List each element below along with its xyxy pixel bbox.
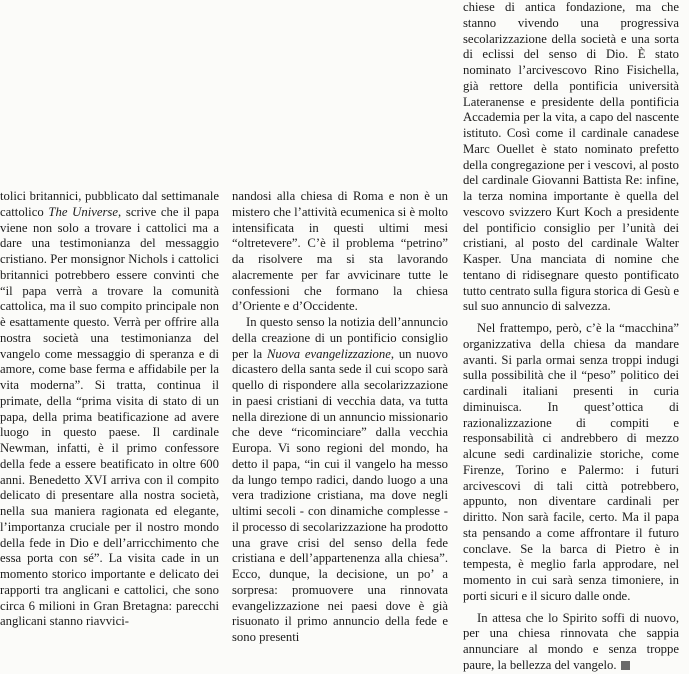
text-run: In attesa che lo Spirito soffi di nuovo, per una chiesa rinnovata che sappia annunciare al mondo e senza troppe paure, la bellezza del vangelo. bbox=[463, 610, 679, 672]
article-column-3 bbox=[463, 0, 679, 674]
text-run: Nel frattempo, però, c’è la “macchina” organizzativa della chiesa da mandare avanti. Si parla ormai senza troppi indugi sulla possibilità che il “peso” politico dei cardinali italiani presenti in curia diminuisca. In quest’ottica di razionalizzazione di compiti e responsabilità ci andrebbero di mezzo alcune sedi cardinalizie storiche, come Firenze, Torino e Palermo: i futuri arcivescovi di tali città potrebbero, appunto, non diventare cardinali per diritto. Non sarà facile, certo. Ma il papa sta pensando a come affrontare il futuro conclave. Se la barca di Pietro è in tempesta, è meglio farla approdare, nel momento in cui sarà senza timoniere, in porti sicuri e il sicuro dalle onde. bbox=[463, 321, 679, 603]
article-paragraph bbox=[0, 189, 219, 630]
article-paragraph bbox=[232, 189, 448, 315]
italic-title: Nuova evangelizzazione bbox=[266, 346, 391, 361]
article-paragraph bbox=[463, 0, 679, 315]
article-column-2 bbox=[232, 189, 448, 646]
text-run: tolici britannici, pubblicato dal settimanale cattolico bbox=[0, 189, 219, 219]
text-run: , un nuovo dicastero della santa sede il cui scopo sarà quello di rispondere alla secolarizzazione in paesi cristiani di vecchia data, va tutta nella direzione di un annuncio missionario che deve “ricominciare” dalla vecchia Europa. Vi sono regioni del mondo, ha detto il papa, “in cui il vangelo ha messo da lungo tempo radici, dando luogo a una vera tradizione cristiana, ma dove negli ultimi secoli - con dinamiche complesse - il processo di secolarizzazione ha prodotto una grave crisi del senso della fede cristiana e dell’appartenenza alla chiesa”. Ecco, dunque, la decisione, un po’ a sorpresa: promuovere una rinnovata evangelizzazione nei paesi dove è già risuonato il primo annuncio della fede e sono presenti bbox=[232, 346, 449, 644]
article-paragraph bbox=[463, 321, 679, 605]
article-paragraph bbox=[232, 315, 448, 646]
text-run: nandosi alla chiesa di Roma e non è un mistero che l’attività ecumenica si è molto intensificata in questi ultimi mesi “oltretevere”. C’è il problema “petrino” da risolvere ma si sta lavorando alacremente per far avvicinare tutte le confessioni che formano la chiesa d’Oriente e d’Occidente. bbox=[232, 189, 448, 314]
end-of-article-mark bbox=[621, 661, 630, 670]
article-paragraph bbox=[463, 611, 679, 674]
article-column-1 bbox=[0, 189, 219, 630]
text-run: chiese di antica fondazione, ma che stanno vivendo una progressiva secolarizzazione della società e una sorta di eclissi del senso di Dio. È stato nominato l’arcivescovo Rino Fisichella, già rettore della pontificia università Lateranense e presidente della pontificia Accademia per la vita, a capo del nascente istituto. Così come il cardinale canadese Marc Ouellet è stato nominato prefetto della congregazione per i vescovi, al posto del cardinale Giovanni Battista Re: infine, la terza nomina importante è quella del vescovo svizzero Kurt Koch a presidente del pontificio consiglio per l’unità dei cristiani, al posto del cardinale Walter Kasper. Una manciata di nomine che tentano di ridisegnare questo pontificato tutto centrato sulla figura storica di Gesù e sul suo annuncio di salvezza. bbox=[463, 0, 679, 314]
text-run: , scrive che il papa viene non solo a trovare i cattolici ma a dare una testimonianza del messaggio cristiano. Per monsignor Nichols i cattolici britannici potrebbero essere convinti che “il papa verrà a trovare la comunità cattolica, ma il suo compito principale non è esattamente questo. Verrà per offrire alla nostra società una testimonianza del vangelo come messaggio di speranza e di amore, come base ferma e affidabile per la vita moderna”. Si tratta, continua il primate, della “prima visita di stato di un papa, della prima beatificazione ad avere luogo in questo paese. Il cardinale Newman, infatti, è il primo confessore della fede a essere beatificato in oltre 600 anni. Benedetto XVI arriva con il compito delicato di presentare alla nostra società, nella sua maniera ragionata ed elegante, l’importanza cruciale per il nostro mondo della fede in Dio e dell’arricchimento che essa porta con sé”. La visita cade in un momento storico importante e delicato dei rapporti tra anglicani e cattolici, che sono circa 6 milioni in Gran Bretagna: parecchi anglicani stanno riavvici- bbox=[0, 204, 219, 629]
text-run: In questo senso la notizia dell’annuncio della creazione di un pontificio consiglio per la bbox=[232, 315, 448, 361]
italic-title: The Universe bbox=[48, 204, 118, 219]
